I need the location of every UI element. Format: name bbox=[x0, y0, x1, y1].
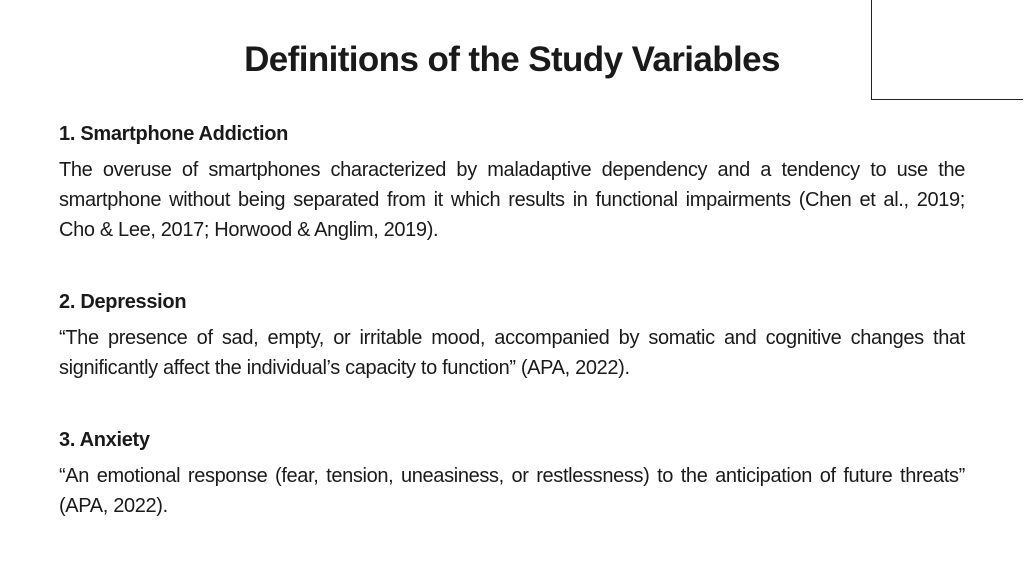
section-definition: The overuse of smartphones characterized by maladaptive dependency and a tendency to use the smartphone without being separated from it which results in functional impairments (Chen et al., 2019; Cho & Lee, 2017; Horwood & Anglim, 2019). bbox=[59, 159, 965, 241]
slide-body bbox=[59, 119, 965, 521]
section-spacer bbox=[59, 383, 965, 425]
section-heading: 3. Anxiety bbox=[59, 429, 150, 451]
section-anxiety bbox=[59, 425, 965, 521]
section-definition: “An emotional response (fear, tension, uneasiness, or restlessness) to the anticipation of future threats” (APA, 2022). bbox=[59, 465, 965, 517]
section-heading: 1. Smartphone Addiction bbox=[59, 123, 289, 145]
slide-title: Definitions of the Study Variables bbox=[244, 40, 780, 79]
section-heading: 2. Depression bbox=[59, 291, 187, 313]
section-depression bbox=[59, 287, 965, 383]
section-smartphone-addiction bbox=[59, 119, 965, 245]
section-spacer bbox=[59, 245, 965, 287]
section-definition: “The presence of sad, empty, or irritable mood, accompanied by somatic and cognitive changes that significantly affect the individual’s capacity to function” (APA, 2022). bbox=[59, 327, 965, 379]
